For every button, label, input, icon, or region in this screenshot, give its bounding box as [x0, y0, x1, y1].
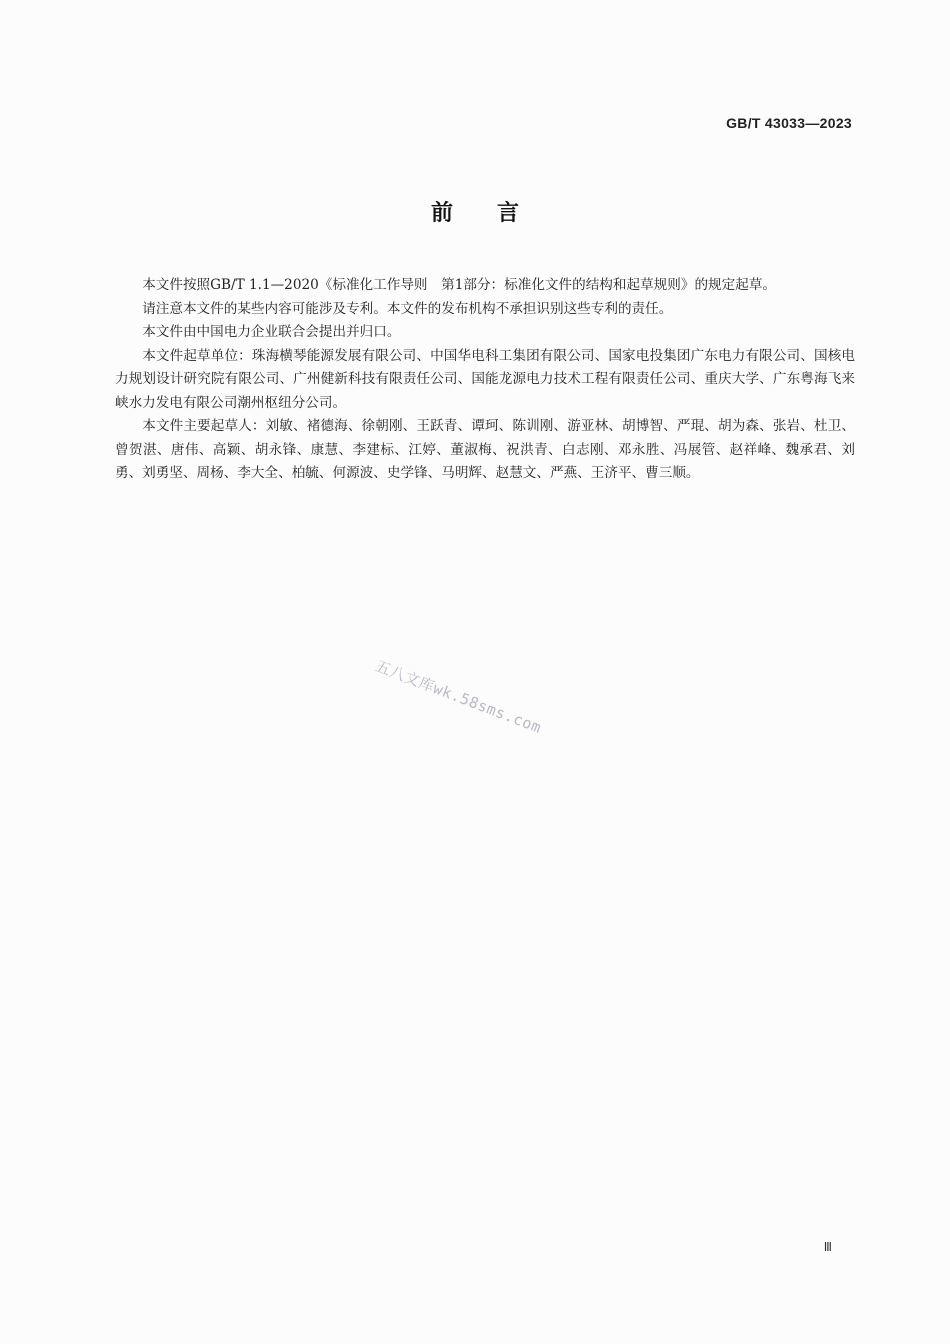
paragraph-drafting-rules: 本文件按照GB/T 1.1—2020《标准化工作导则 第1部分：标准化文件的结构和起草规则》的规定起草。: [142, 277, 777, 293]
paragraph-patent-notice: 请注意本文件的某些内容可能涉及专利。本文件的发布机构不承担识别这些专利的责任。: [142, 300, 673, 317]
paragraph-drafters: 本文件主要起草人：刘敏、褚德海、徐朝刚、王跃青、谭珂、陈训刚、游亚林、胡博智、严琨、胡为森、张岩、杜卫、曾贺湛、唐伟、高颖、胡永锋、康慧、李建标、江婷、董淑梅、祝洪青、白志刚、邓永胜、冯展管、赵祥峰、魏承君、刘勇、刘勇坚、周杨、李大全、柏毓、何源波、史学锋、马明辉、赵慧文、严燕、王济平、曹三顺。: [115, 418, 855, 481]
standard-code: GB/T 43033—2023: [726, 115, 852, 131]
paragraph-proposer: 本文件由中国电力企业联合会提出并归口。: [142, 324, 401, 340]
page-number: Ⅲ: [823, 1240, 832, 1254]
watermark: 五八文库wk.58sms.com: [372, 656, 544, 737]
foreword-body: [115, 274, 855, 486]
page-title: 前言: [430, 201, 563, 226]
paragraph-drafting-units: 本文件起草单位：珠海横琴能源发展有限公司、中国华电科工集团有限公司、国家电投集团广东电力有限公司、国核电力规划设计研究院有限公司、广州健新科技有限责任公司、国能龙源电力技术工程有限责任公司、重庆大学、广东粤海飞来峡水力发电有限公司潮州枢纽分公司。: [115, 347, 855, 411]
